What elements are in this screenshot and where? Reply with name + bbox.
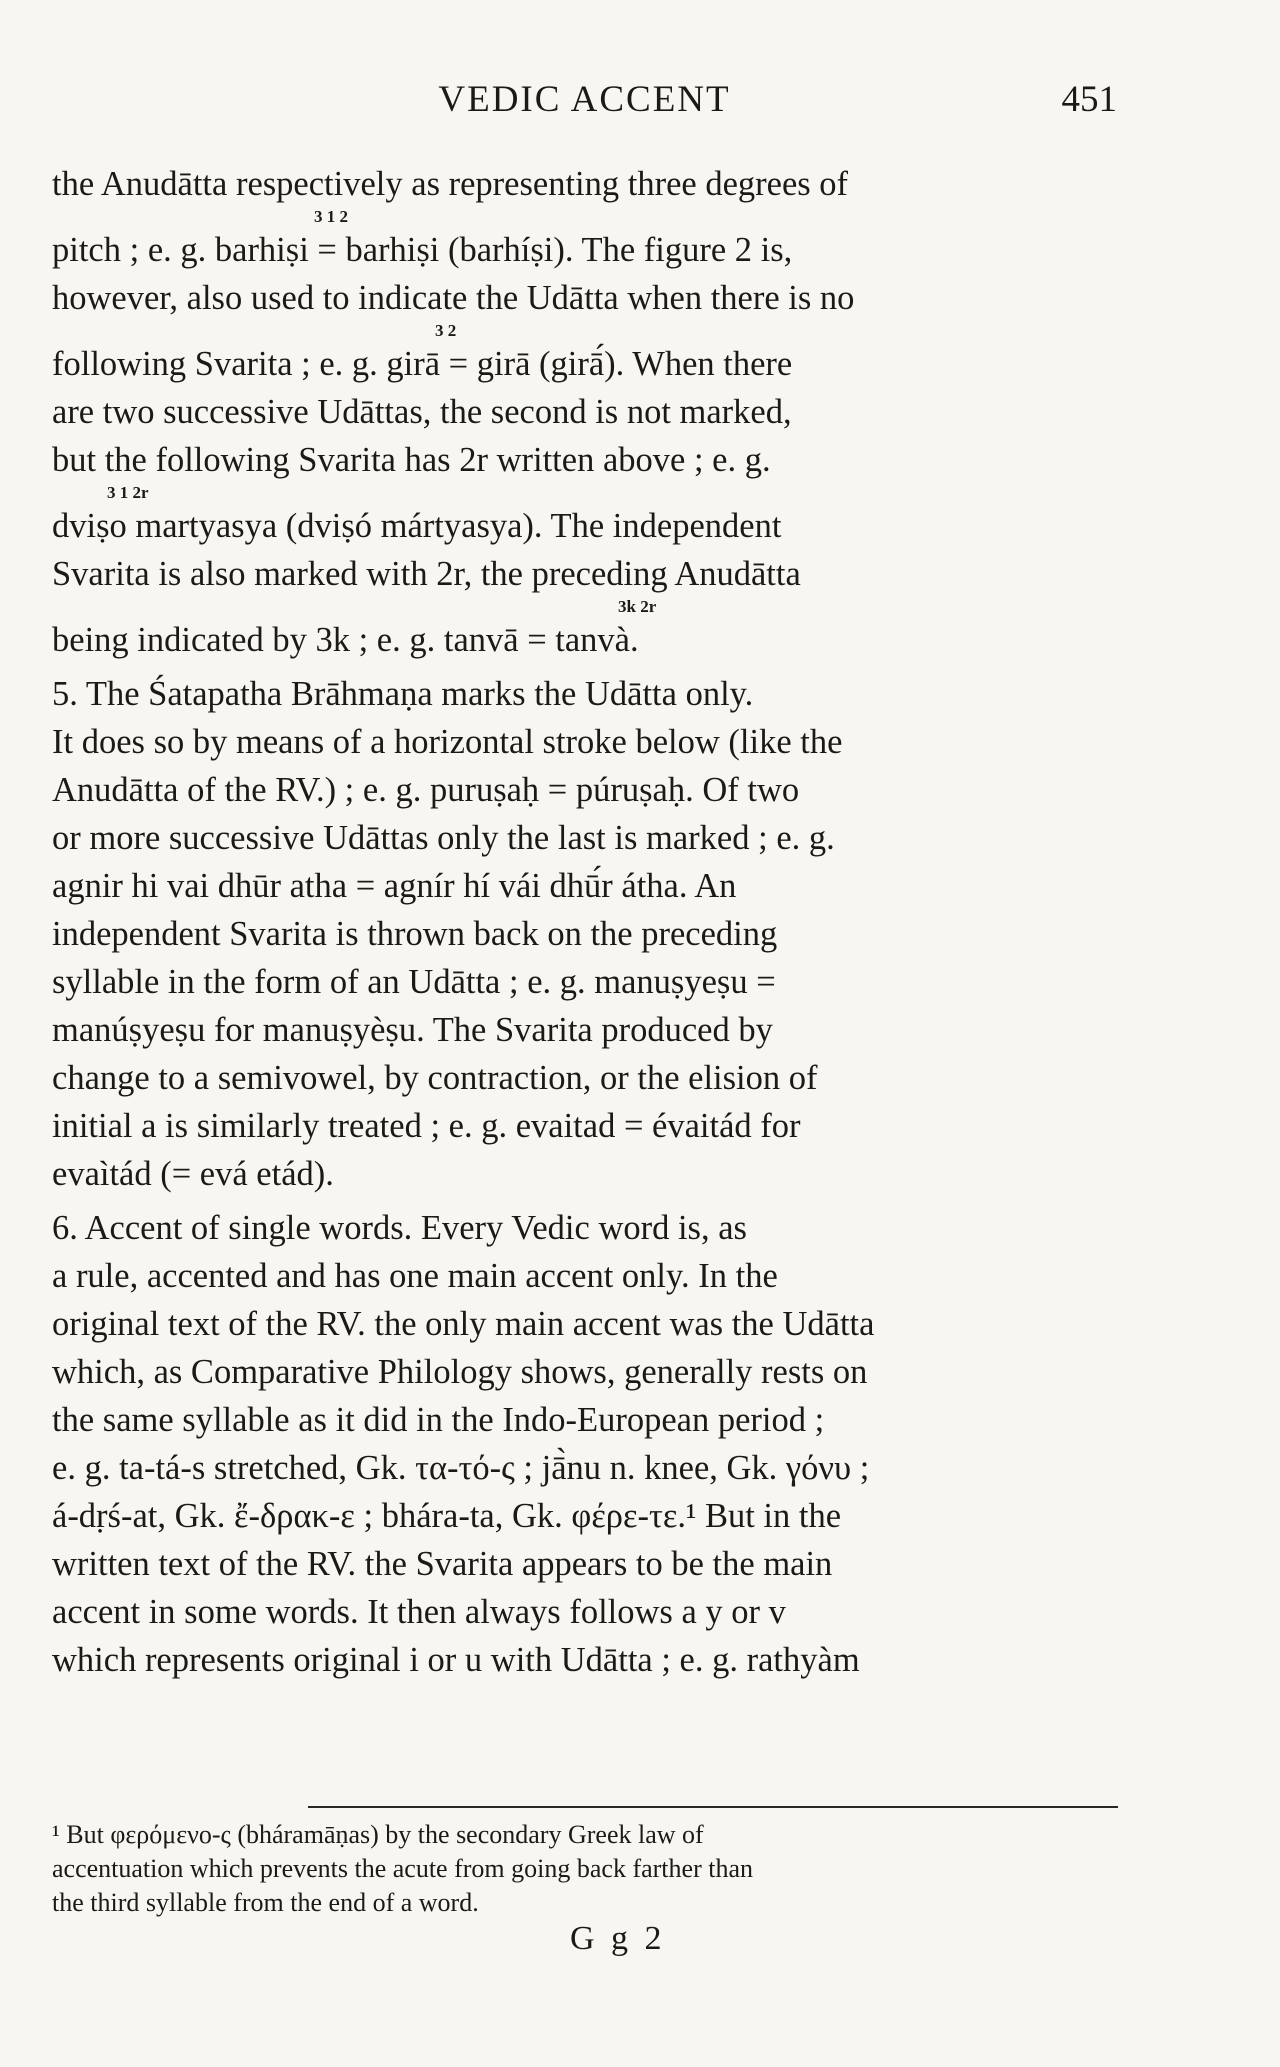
- text-line: dviṣo martyasya (dviṣó mártyasya). The independent: [52, 507, 782, 545]
- text-line: initial a is similarly treated ; e. g. evaitad = évaitád for: [52, 1107, 801, 1145]
- running-title: VEDIC ACCENT: [438, 79, 731, 120]
- text-line: but the following Svarita has 2r written above ; e. g.: [52, 441, 771, 479]
- text-line: following Svarita ; e. g. girā = girā (girā́). When there: [52, 345, 793, 383]
- text-line: manúṣyeṣu for manuṣyèṣu. The Svarita produced by: [52, 1011, 773, 1049]
- text-line: a rule, accented and has one main accent only. In the: [52, 1257, 778, 1295]
- page-number: 451: [1061, 79, 1117, 120]
- text-line: which, as Comparative Philology shows, generally rests on: [52, 1353, 868, 1391]
- text-line: 6. Accent of single words. Every Vedic word is, as: [52, 1209, 747, 1247]
- page-header: [52, 78, 1117, 128]
- signature-mark: G g 2: [570, 1920, 666, 1957]
- text-line: á-dṛś-at, Gk. ἔ-δρακ-ε ; bhára-ta, Gk. φέρε-τε.¹ But in the: [52, 1497, 842, 1535]
- text-line: the same syllable as it did in the Indo-European period ;: [52, 1401, 825, 1439]
- text-line: are two successive Udāttas, the second is not marked,: [52, 393, 792, 431]
- text-line: Svarita is also marked with 2r, the preceding Anudātta: [52, 555, 801, 593]
- text-line: evaìtád (= evá etád).: [52, 1155, 334, 1193]
- text-line: syllable in the form of an Udātta ; e. g. manuṣyeṣu =: [52, 963, 776, 1001]
- text-line: Anudātta of the RV.) ; e. g. puruṣaḥ = púruṣaḥ. Of two: [52, 771, 800, 809]
- text-line: being indicated by 3k ; e. g. tanvā = tanvà.: [52, 621, 639, 659]
- text-line: change to a semivowel, by contraction, or the elision of: [52, 1059, 818, 1097]
- accent-marks: 3 2: [435, 321, 457, 340]
- text-line: or more successive Udāttas only the last is marked ; e. g.: [52, 819, 835, 857]
- text-line: written text of the RV. the Svarita appears to be the main: [52, 1545, 833, 1583]
- text-line: which represents original i or u with Udātta ; e. g. rathyàm: [52, 1641, 860, 1679]
- text-line: e. g. ta-tá-s stretched, Gk. τα-τό-ς ; jā̀nu n. knee, Gk. γόνυ ;: [52, 1449, 870, 1487]
- accent-marks: 3 1 2r: [107, 483, 149, 502]
- text-line: however, also used to indicate the Udātta when there is no: [52, 279, 855, 317]
- footnote: [52, 1818, 1117, 1920]
- footnote-rule: [308, 1806, 1118, 1808]
- footnote-line: ¹ But φερόμενο-ς (bháramāṇas) by the secondary Greek law of: [52, 1820, 704, 1849]
- accent-marks: 3k 2r: [618, 597, 657, 616]
- text-line: the Anudātta respectively as representing three degrees of: [52, 165, 849, 203]
- text-line: independent Svarita is thrown back on the preceding: [52, 915, 778, 953]
- text-line: It does so by means of a horizontal stroke below (like the: [52, 723, 843, 761]
- footnote-line: accentuation which prevents the acute from going back farther than: [52, 1854, 753, 1883]
- text-line: agnir hi vai dhūr atha = agnír hí vái dhū́r átha. An: [52, 867, 737, 905]
- text-line: 5. The Śatapatha Brāhmaṇa marks the Udātta only.: [52, 675, 754, 713]
- body-text: [52, 160, 1117, 1684]
- accent-marks: 3 1 2: [314, 207, 348, 226]
- footnote-line: the third syllable from the end of a word.: [52, 1888, 479, 1917]
- text-line: accent in some words. It then always follows a y or v: [52, 1593, 786, 1631]
- text-line: original text of the RV. the only main accent was the Udātta: [52, 1305, 875, 1343]
- text-line: pitch ; e. g. barhiṣi = barhiṣi (barhíṣi). The figure 2 is,: [52, 231, 793, 269]
